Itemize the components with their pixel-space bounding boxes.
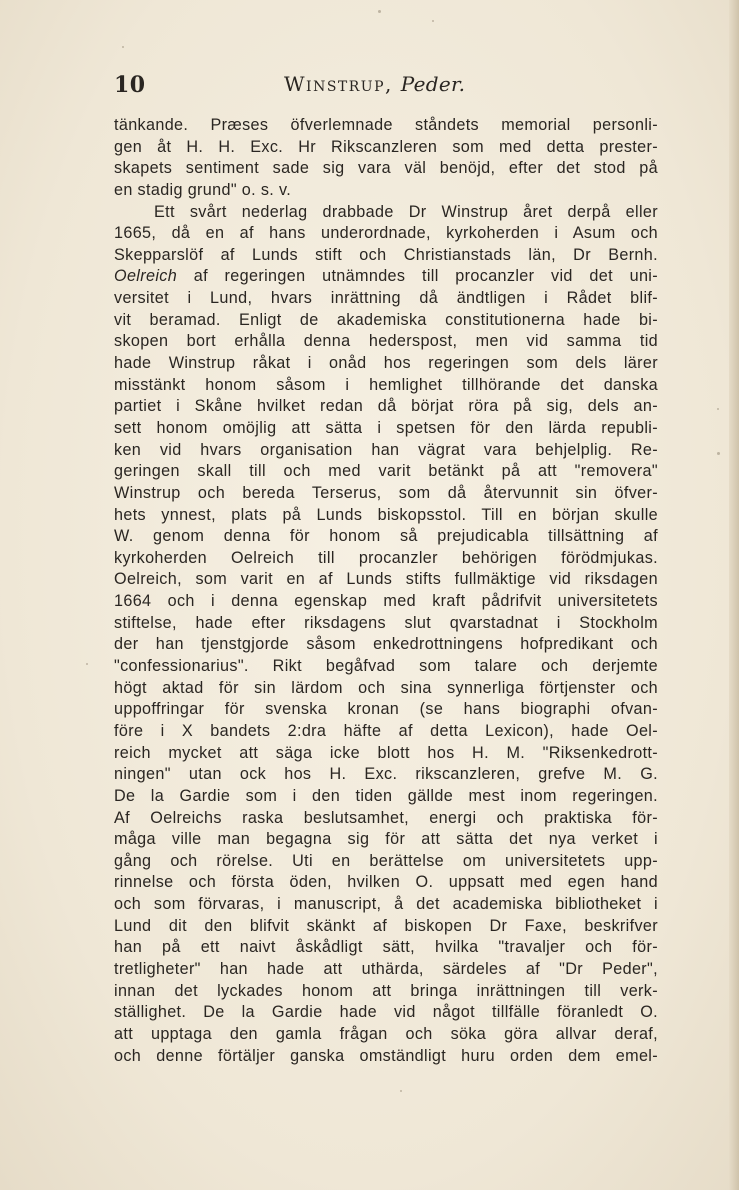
text-line: före i X bandets 2:dra häfte af detta Lexicon), hade Oel- [114,721,658,740]
text-line: vit beramad. Enligt de akademiska constitutionerna hade bi- [114,310,658,329]
text-line: 1664 och i denna egenskap med kraft pådrifvit universitetets [114,592,658,611]
italic-name: Oelreich [114,267,178,286]
text-line: 1665, då en af hans underordnade, kyrkoherden i Asum och [114,224,658,243]
text-line: tänkande. Præses öfverlemnade ståndets memorial personli- [114,116,658,134]
text-line: och som förvaras, i manuscript, å det academiska bibliotheket i [114,895,658,914]
text-line: sett honom omöjlig att sätta i spetsen för den lärda republi- [114,418,658,437]
text-line: ställighet. De la Gardie hade vid något tillfälle föranledt O. [114,1003,658,1022]
text-line: W. genom denna för honom så prejudicabla tillsättning af [114,527,658,546]
page-edge [729,0,739,1190]
text-line: gång och rörelse. Uti en berättelse om universitetets upp- [114,851,658,870]
text-line: partiet i Skåne hvilket redan då börjat röra på sig, dels an- [114,397,658,416]
text-line: kyrkoherden Oelreich till procanzler behörigen förödmjukas. [114,548,658,567]
text-line: De la Gardie som i den tiden gällde mest inom regeringen. [114,786,658,805]
text-line: Winstrup och bereda Terserus, som då återvunnit sin öfver- [114,483,658,502]
text-line: han på ett naivt åskådligt sätt, hvilka "travaljer och för- [114,938,658,957]
text-line: skapets sentiment sade sig vara väl benöjd, efter det stod på [114,159,658,178]
text-line: innan det lyckades honom att bringa inrättningen till verk- [114,981,658,1000]
text-line: der han tjenstgjorde såsom enkedrottningens hofpredikant och [114,635,658,654]
text-line: stiftelse, hade efter riksdagens slut qvarstadnat i Stockholm [114,613,658,632]
running-title-given: Peder. [400,72,466,96]
page-number: 10 [114,72,146,98]
page-header [0,72,739,108]
text-line: uppoffringar för svenska kronan (se hans biographi ofvan- [114,700,658,719]
text-line: Skepparslöf af Lunds stift och Christianstads län, Dr Bernh. [114,245,658,264]
text-line: måga ville man begagna sig för att sätta det nya verket i [114,830,658,849]
text-line: Oelreich af regeringen utnämndes till procanzler vid det uni- [114,267,658,286]
text-line: och denne förtäljer ganska omständligt huru orden dem emel- [114,1046,658,1065]
text-line: "confessionarius". Rikt begåfvad som talare och derjemte [114,657,658,676]
text-line: att upptaga den gamla frågan och söka göra allvar deraf, [114,1024,658,1043]
text-line: hade Winstrup råkat i onåd hos regeringen som dels lärer [114,354,658,373]
text-line: gen åt H. H. Exc. Hr Rikscanzleren som med detta prester- [114,137,658,156]
text-line: Ett svårt nederlag drabbade Dr Winstrup året derpå eller [154,202,658,221]
text-line: geringen skall till och med varit betänkt på att "removera" [114,462,658,481]
text-line: rinnelse och första öden, hvilken O. uppsatt med egen hand [114,873,658,892]
paper-speck [122,46,124,48]
text-line: misstänkt honom såsom i hemlighet tillhörande det danska [114,375,658,394]
paper-speck [378,10,381,13]
paper-speck [717,408,719,410]
running-title-surname: Winstrup [284,72,386,96]
paper-speck [432,20,434,22]
text-line: tretligheter" han hade att uthärda, särdeles af "Dr Peder", [114,959,658,978]
text-line: Oelreich, som varit en af Lunds stifts fullmäktige vid riksdagen [114,570,658,589]
text-line: versitet i Lund, hvars inrättning då ändtligen i Rådet blif- [114,289,658,308]
text-line: Af Oelreichs raska beslutsamhet, energi och praktiska för- [114,808,658,827]
running-title: Winstrup, Peder. [284,72,466,96]
paper-speck [400,1090,402,1092]
text-line: reich mycket att säga icke blott hos H. M. "Riksenkedrott- [114,743,658,762]
text-line: en stadig grund" o. s. v. [114,180,292,199]
text-line: hets ynnest, plats på Lunds biskopsstol. Till en början skulle [114,505,658,524]
body-text [114,115,658,1067]
paper-speck [86,663,88,665]
text-line: högt aktad för sin lärdom och sina synnerliga förtjenster och [114,678,658,697]
paper-speck [717,452,720,455]
text-line: ken vid hvars organisation han vägrat vara behjelplig. Re- [114,440,658,459]
text-line: ningen" utan ock hos H. Exc. rikscanzleren, grefve M. G. [114,765,658,784]
text-line: Lund dit den blifvit skänkt af biskopen Dr Faxe, beskrifver [114,916,658,935]
text-line: skopen bort erhålla denna hederspost, men vid samma tid [114,332,658,351]
